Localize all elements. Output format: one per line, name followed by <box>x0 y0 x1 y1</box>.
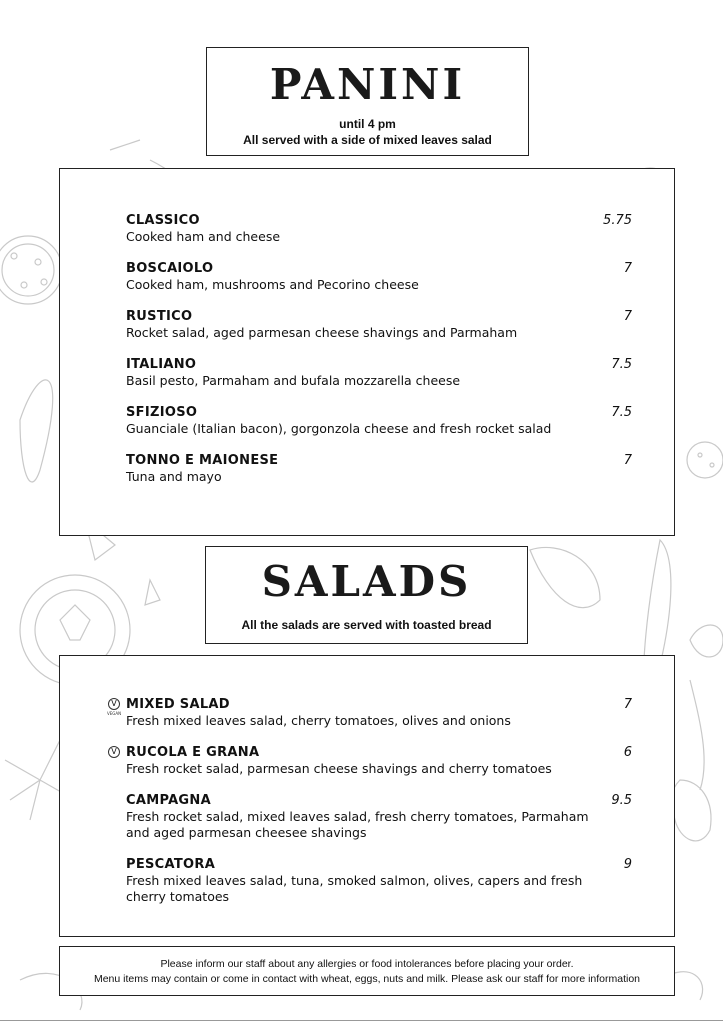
item-description: Tuna and mayo <box>126 469 222 484</box>
item-description: Cooked ham, mushrooms and Pecorino cheese <box>126 277 419 292</box>
item-description: Fresh rocket salad, mixed leaves salad, fresh cherry tomatoes, Parmaham and aged parmesan cheesee shavings <box>126 809 589 840</box>
item-price: 6 <box>623 745 632 760</box>
menu-item <box>126 453 632 485</box>
item-name: TONNO E MAIONESE <box>126 453 279 468</box>
item-price: 7 <box>623 453 632 468</box>
item-description: Fresh mixed leaves salad, cherry tomatoes, olives and onions <box>126 713 511 728</box>
item-description: Rocket salad, aged parmesan cheese shavings and Parmaham <box>126 325 518 340</box>
item-name: SFIZIOSO <box>126 405 198 420</box>
vegan-icon: V <box>108 746 120 758</box>
item-name: BOSCAIOLO <box>126 261 214 276</box>
vegan-icon: V <box>108 698 120 710</box>
item-price: 5.75 <box>603 213 632 228</box>
allergy-notice-line1: Please inform our staff about any allergies or food intolerances before placing your order. <box>160 958 574 970</box>
salads-heading-box <box>205 546 528 644</box>
panini-hours: until 4 pm <box>339 117 396 131</box>
menu-item <box>126 857 632 905</box>
item-description: Guanciale (Italian bacon), gorgonzola cheese and fresh rocket salad <box>126 421 552 436</box>
menu-item <box>126 261 632 293</box>
item-price: 7.5 <box>611 357 632 372</box>
item-name: CAMPAGNA <box>126 793 211 808</box>
salads-title: SALADS <box>261 557 472 606</box>
item-description: Cooked ham and cheese <box>126 229 281 244</box>
panini-title: PANINI <box>269 60 466 109</box>
item-name: ITALIANO <box>126 357 197 372</box>
item-description: Fresh mixed leaves salad, tuna, smoked salmon, olives, capers and fresh cherry tomatoes <box>126 873 583 904</box>
salads-menu <box>59 655 675 937</box>
bottom-divider <box>0 1020 723 1021</box>
item-name: PESCATORA <box>126 857 216 872</box>
item-price: 7 <box>623 261 632 276</box>
item-description: Basil pesto, Parmaham and bufala mozzarella cheese <box>126 373 461 388</box>
menu-item <box>126 793 632 841</box>
menu-item <box>111 745 632 777</box>
panini-side-note: All served with a side of mixed leaves salad <box>243 133 492 147</box>
item-name: RUSTICO <box>126 309 193 324</box>
item-price: 7 <box>623 309 632 324</box>
item-description: Fresh rocket salad, parmesan cheese shavings and cherry tomatoes <box>126 761 552 776</box>
menu-item <box>126 357 632 389</box>
item-price: 7 <box>623 697 632 712</box>
salads-bread-note: All the salads are served with toasted bread <box>241 618 492 632</box>
menu-item <box>126 405 632 437</box>
panini-heading-box <box>206 47 529 156</box>
menu-item <box>126 213 632 245</box>
item-name: MIXED SALAD <box>126 697 230 712</box>
allergy-notice-line2: Menu items may contain or come in contact with wheat, eggs, nuts and milk. Please ask our staff for more information <box>93 973 641 985</box>
allergy-notice <box>59 946 675 996</box>
panini-menu <box>59 168 675 536</box>
item-price: 7.5 <box>611 405 632 420</box>
menu-item <box>126 309 632 341</box>
item-name: RUCOLA E GRANA <box>126 745 260 760</box>
item-price: 9 <box>623 857 632 872</box>
item-name: CLASSICO <box>126 213 200 228</box>
menu-item <box>107 697 632 729</box>
vegan-label: VEGAN <box>107 711 122 716</box>
item-price: 9.5 <box>611 793 632 808</box>
